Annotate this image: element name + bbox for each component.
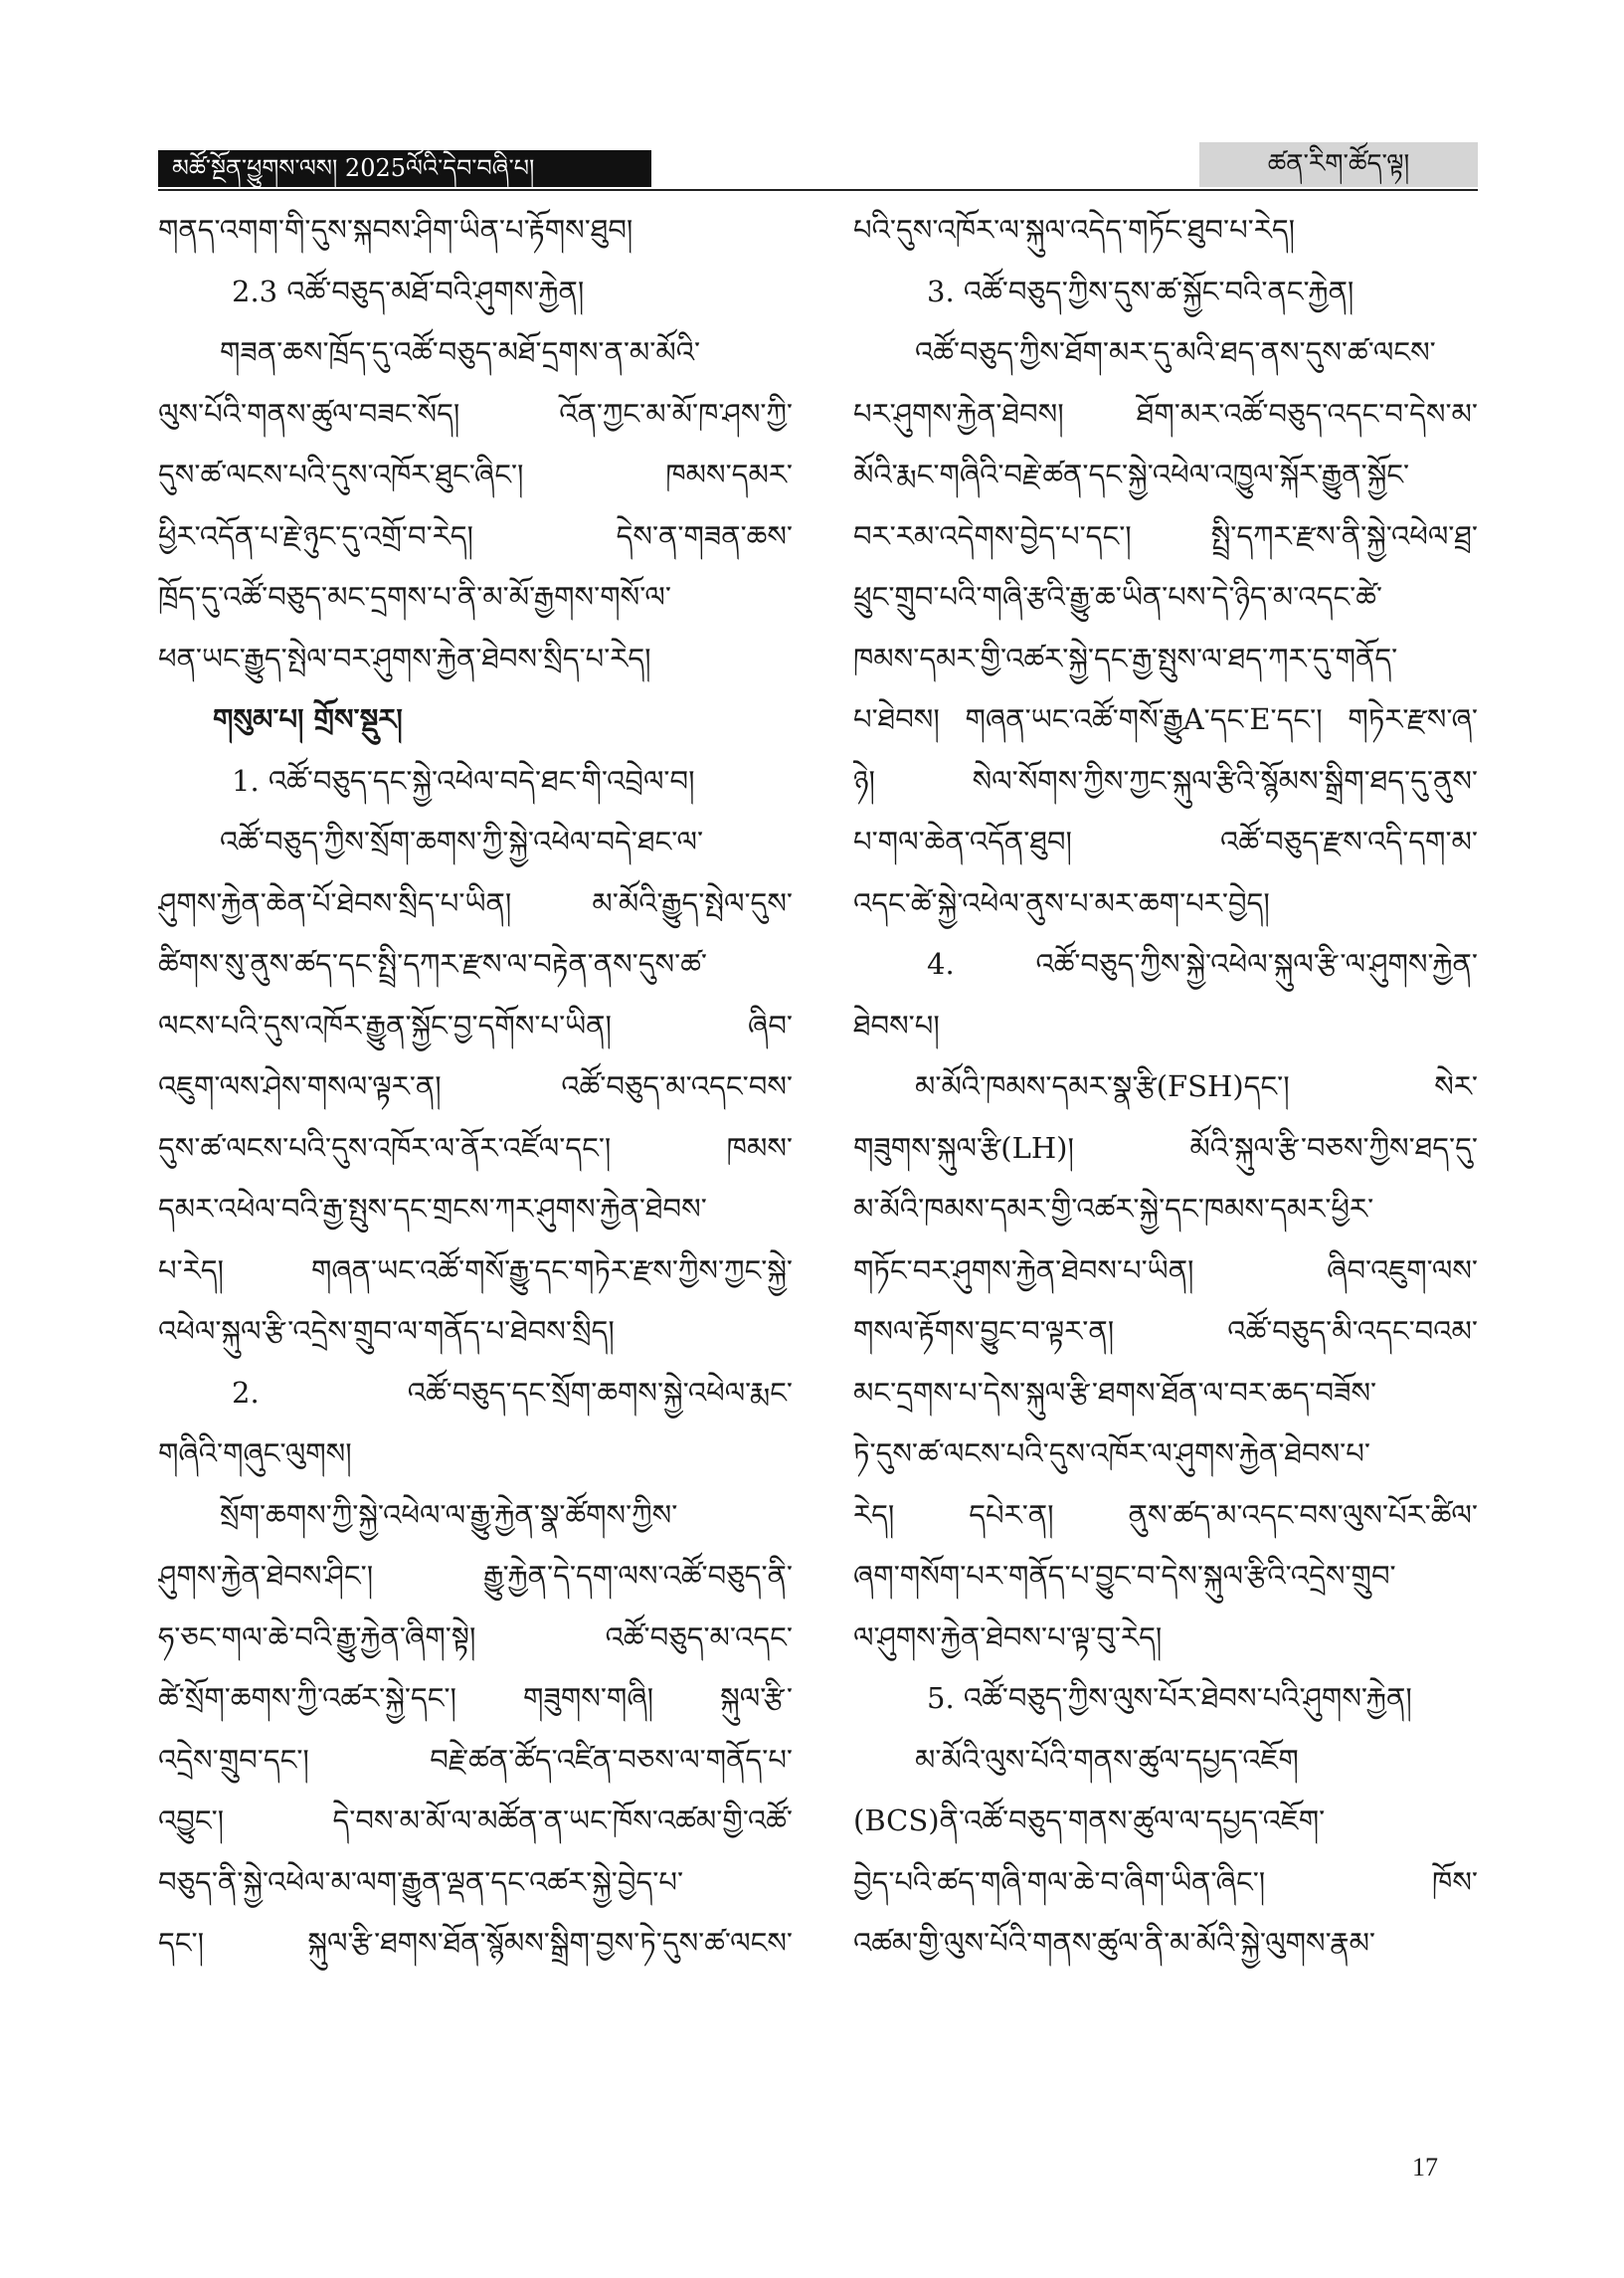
subsection-heading-continued: གཞིའི་གཞུང་ལུགས། (158, 1436, 352, 1470)
text-line: འཚོ་བཅུད་ཀྱིས་སྲོག་ཆགས་ཀྱི་སྐྱེ་འཕེལ་བདེ་ཐང་ལ་ (220, 825, 704, 858)
text-line: གཟན་ཆས་ཁྲོད་དུ་འཚོ་བཅུད་མཐོ་དྲགས་ན་མ་མོའི་ (220, 335, 701, 369)
text-line: དུས་ཚ་ལངས་པའི་དུས་འཁོར་ཐུང་ཞིང་། ཁམས་དམར་ (158, 458, 793, 491)
text-line: འབྱུང་། དེ་བས་མ་མོ་ལ་མཚོན་ན་ཡང་ཁོས་འཚམ་གྱི་འཚོ་ (158, 1803, 793, 1837)
subsection-heading: 5. འཚོ་བཅུད་ཀྱིས་ལུས་པོར་ཐེབས་པའི་ཤུགས་རྐྱེན། (927, 1681, 1412, 1715)
text-line: མ་མོའི་ཁམས་དམར་གྱི་འཚར་སྐྱེ་དང་ཁམས་དམར་ཕྱིར་ (853, 1192, 1374, 1226)
subsection-heading: 2. འཚོ་བཅུད་དང་སྲོག་ཆགས་སྐྱེ་འཕེལ་རྨང་ (232, 1375, 793, 1410)
text-line: མང་དྲགས་པ་དེས་སྐུལ་རྩི་ཐགས་ཐོན་ལ་བར་ཆད་བཟོས་ (853, 1375, 1377, 1410)
text-line: བྱེད་པའི་ཚད་གཞི་གལ་ཆེ་བ་ཞིག་ཡིན་ཞིང་། ཁོས་ (853, 1864, 1478, 1899)
section-heading: གསུམ་པ། གྲོས་སྡུར། (213, 702, 403, 736)
subsection-heading-continued: ཐེབས་པ། (853, 1008, 940, 1043)
text-line: ཤུགས་རྐྱེན་ཆེན་པོ་ཐེབས་སྲིད་པ་ཡིན། མ་མོའི་རྒྱུད་སྤེལ་དུས་ (158, 885, 793, 920)
page-number: 17 (1412, 2153, 1438, 2182)
text-line: ཕན་ཡང་རྒྱུད་སྤེལ་བར་ཤུགས་རྐྱེན་ཐེབས་སྲིད་པ་རེད། (158, 641, 651, 675)
text-line: སྲོག་ཆགས་ཀྱི་སྐྱེ་འཕེལ་ལ་རྒྱུ་རྐྱེན་སྣ་ཚོགས་ཀྱིས་ (220, 1497, 678, 1532)
text-line: འཚོ་བཅུད་ཀྱིས་ཐོག་མར་དུ་མའི་ཐད་ནས་དུས་ཚ་ལངས་ (915, 335, 1436, 369)
header-rule (158, 189, 1478, 191)
text-line: པའི་དུས་འཁོར་ལ་སྐུལ་འདེད་གཏོང་ཐུབ་པ་རེད། (853, 213, 1296, 247)
text-line: འདྲེས་གྲུབ་དང་། བརྗེ་ཚན་ཚོད་འཛིན་བཅས་ལ་གནོད་པ་ (158, 1742, 793, 1777)
left-column (158, 200, 793, 1975)
text-line: འཚམ་གྱི་ལུས་པོའི་གནས་ཚུལ་ནི་མ་མོའི་སྐྱེ་ལུགས་རྣམ་ (853, 1926, 1376, 1960)
text-line: འཕེལ་སྐུལ་རྩི་འདྲེས་གྲུབ་ལ་གནོད་པ་ཐེབས་སྲིད། (158, 1314, 615, 1348)
text-line: མ་མོའི་ཁམས་དམར་སྣ་རྩི(FSH)དང་། སེར་ (915, 1069, 1478, 1103)
text-line: ཕྱིར་འདོན་པ་རྗེ་ཉུང་དུ་འགྲོ་བ་རེད། དེས་ན་གཟན་ཆས་ (158, 518, 793, 553)
text-line: པར་ཤུགས་རྐྱེན་ཐེབས། ཐོག་མར་འཚོ་བཅུད་འདང་བ་དེས་མ་ (853, 396, 1478, 431)
text-line: ཤུགས་རྐྱེན་ཐེབས་ཤིང་། རྒྱུ་རྐྱེན་དེ་དག་ལས་འཚོ་བཅུད་ནི་ (158, 1559, 793, 1593)
text-line: ལ་ཤུགས་རྐྱེན་ཐེབས་པ་ལྟ་བུ་རེད། (853, 1619, 1163, 1654)
text-line: བཅུད་ནི་སྐྱེ་འཕེལ་མ་ལག་རྒྱུན་ལྡན་དང་འཚར་སྐྱེ་བྱེད་པ་ (158, 1864, 684, 1899)
text-line: ཚེ་སྲོག་ཆགས་ཀྱི་འཚར་སྐྱེ་དང་། གཟུགས་གཞི། སྐུལ་རྩི་ (158, 1681, 793, 1715)
text-line: ཞག་གསོག་པར་གནོད་པ་བྱུང་བ་དེས་སྐུལ་རྩིའི་འདྲེས་གྲུབ་ (853, 1559, 1396, 1593)
text-line: གནད་འགག་གི་དུས་སྐབས་ཤིག་ཡིན་པ་རྟོགས་ཐུབ། (158, 213, 633, 247)
text-line: ཚིགས་སུ་ནུས་ཚད་དང་སྤྲི་དཀར་རྫས་ལ་བརྟེན་ནས་དུས་ཚ་ (158, 947, 707, 981)
text-line: ལངས་པའི་དུས་འཁོར་རྒྱུན་སྐྱོང་བྱ་དགོས་པ་ཡིན། ཞིབ་ (158, 1008, 793, 1043)
text-line: དང་། སྐུལ་རྩི་ཐགས་ཐོན་སྙོམས་སྒྲིག་བྱས་ཏེ་དུས་ཚ་ལངས་ (158, 1926, 793, 1960)
text-line: འདང་ཚེ་སྐྱེ་འཕེལ་ནུས་པ་མར་ཆག་པར་བྱེད། (853, 885, 1270, 920)
text-line: དུས་ཚ་ལངས་པའི་དུས་འཁོར་ལ་ནོར་འཛོལ་དང་། ཁམས་ (158, 1130, 793, 1165)
right-column (853, 200, 1478, 1975)
text-line: འཇུག་ལས་ཤེས་གསལ་ལྟར་ན། འཚོ་བཅུད་མ་འདང་བས་ (158, 1069, 793, 1103)
text-line: པ་རེད། གཞན་ཡང་འཚོ་གསོ་རྒྱུ་དང་གཏེར་རྫས་ཀྱིས་ཀྱང་སྐྱེ་ (158, 1252, 793, 1287)
text-line: ཁྲོད་དུ་འཚོ་བཅུད་མང་དྲགས་པ་ནི་མ་མོ་རྒྱགས་གསོ་ལ་ (158, 580, 671, 614)
text-line: མ་མོའི་ལུས་པོའི་གནས་ཚུལ་དཔྱད་འཇོག (915, 1742, 1299, 1777)
subsection-heading: 2.3 འཚོ་བཅུད་མཐོ་བའི་ཤུགས་རྐྱེན། (232, 274, 585, 308)
text-line: པ་ཐེབས། གཞན་ཡང་འཚོ་གསོ་རྒྱུA་དང་E་དང་། གཏེར་རྫས་ཞ་ (853, 702, 1478, 736)
text-line: ཧ་ཅང་གལ་ཆེ་བའི་རྒྱུ་རྐྱེན་ཞིག་སྟེ། འཚོ་བཅུད་མ་འདང་ (158, 1619, 793, 1654)
text-line: པ་གལ་ཆེན་འདོན་ཐུབ། འཚོ་བཅུད་རྫས་འདི་དག་མ་ (853, 825, 1478, 858)
subsection-heading: 4. འཚོ་བཅུད་ཀྱིས་སྐྱེ་འཕེལ་སྐུལ་རྩི་ལ་ཤུགས་རྐྱེན་ (927, 947, 1478, 981)
text-line: ཕྲུང་གྲུབ་པའི་གཞི་རྩའི་རྒྱུ་ཆ་ཡིན་པས་དེ་ཉིད་མ་འདང་ཚེ་ (853, 580, 1383, 614)
text-line: དམར་འཕེལ་བའི་རྒྱ་སྤུས་དང་གྲངས་ཀར་ཤུགས་རྐྱེན་ཐེབས་ (158, 1192, 707, 1226)
text-line: ཁམས་དམར་གྱི་འཚར་སྐྱེ་དང་རྒྱ་སྤུས་ལ་ཐད་ཀར་དུ་གནོད་ (853, 641, 1398, 675)
text-line: གཏོང་བར་ཤུགས་རྐྱེན་ཐེབས་པ་ཡིན། ཞིབ་འཇུག་ལས་ (853, 1252, 1478, 1287)
journal-issue-banner: མཚོ་སྔོན་ཕྱུགས་ལས། 2025ལོའི་དེབ་བཞི་པ། (158, 150, 651, 187)
text-line: གཟུགས་སྐུལ་རྩི(LH)། མོའི་སྐུལ་རྩི་བཅས་ཀྱིས་ཐད་དུ་ (853, 1130, 1478, 1165)
text-line: ཉེ། སེལ་སོགས་ཀྱིས་ཀྱང་སྐུལ་རྩིའི་སྙོམས་སྒྲིག་ཐད་དུ་ནུས་ (853, 763, 1478, 798)
section-label: ཚན་རིག་ཚོད་ལྟ། (1199, 142, 1478, 187)
text-line: རེད། དཔེར་ན། ནུས་ཚད་མ་འདང་བས་ལུས་པོར་ཚིལ་ (853, 1497, 1478, 1532)
text-line: མོའི་རྨང་གཞིའི་བརྗེ་ཚན་དང་སྐྱེ་འཕེལ་འཁྱུལ་སྐོར་རྒྱུན་སྐྱོང་ (853, 458, 1410, 491)
text-line: བར་རམ་འདེགས་བྱེད་པ་དང་། སྤྲི་དཀར་རྫས་ནི་སྐྱེ་འཕེལ་ཐྲ་ (853, 518, 1478, 553)
text-line: གསལ་རྟོགས་བྱུང་བ་ལྟར་ན། འཚོ་བཅུད་མི་འདང་བའམ་ (853, 1314, 1478, 1348)
text-line: (BCS)ནི་འཚོ་བཅུད་གནས་ཚུལ་ལ་དཔྱད་འཇོག་ (853, 1803, 1326, 1837)
subsection-heading: 1. འཚོ་བཅུད་དང་སྐྱེ་འཕེལ་བདེ་ཐང་གི་འབྲེལ་བ། (232, 763, 695, 798)
text-line: ཏེ་དུས་ཚ་ལངས་པའི་དུས་འཁོར་ལ་ཤུགས་རྐྱེན་ཐེབས་པ་ (853, 1436, 1370, 1470)
subsection-heading: 3. འཚོ་བཅུད་ཀྱིས་དུས་ཚ་སྐྱོང་བའི་ནང་རྐྱེན། (927, 274, 1354, 308)
text-line: ལུས་པོའི་གནས་ཚུལ་བཟང་སོད། འོན་ཀྱང་མ་མོ་ཁ་ཤས་ཀྱི་ (158, 396, 793, 431)
